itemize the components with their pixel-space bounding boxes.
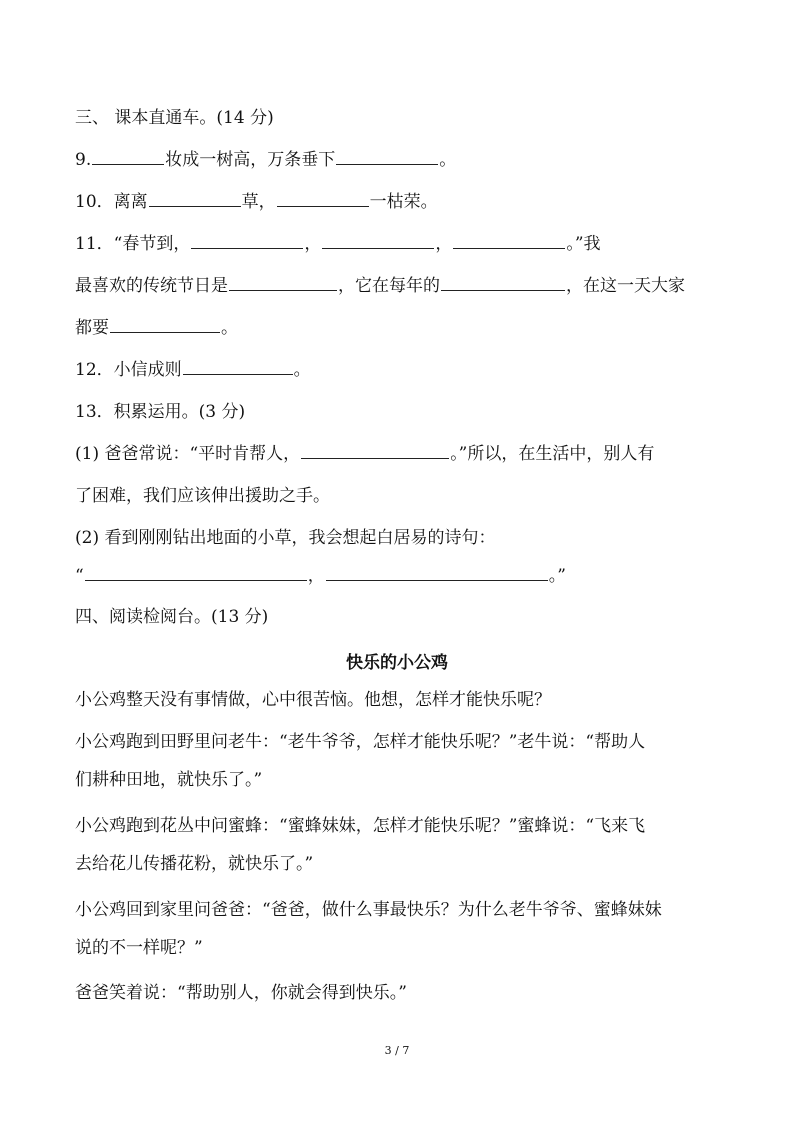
page-number: 3 / 7 <box>384 1044 410 1057</box>
q11-blank-5[interactable] <box>441 276 565 291</box>
q11-line3-end: 。 <box>221 318 238 338</box>
section-3-heading: 三、 课本直通车。(14 分) <box>75 108 274 128</box>
story-line: 小公鸡回到家里问爸爸：“爸爸，做什么事最快乐？为什么老牛爷爷、蜜蜂妹妹 <box>75 900 662 920</box>
question-12 <box>75 359 311 381</box>
story-line: 小公鸡整天没有事情做，心中很苦恼。他想，怎样才能快乐呢？ <box>75 690 551 710</box>
section-4-heading: 四、阅读检阅台。(13 分) <box>75 607 269 627</box>
story-line: 们耕种田地，就快乐了。” <box>75 770 263 790</box>
q12-end: 。 <box>293 360 311 380</box>
story-title: 快乐的小公鸡 <box>346 653 448 673</box>
q10-text-3: 一枯荣。 <box>369 192 438 212</box>
q10-blank-2[interactable] <box>277 192 369 207</box>
q10-blank-1[interactable] <box>149 192 241 207</box>
question-9 <box>75 149 456 171</box>
q11-blank-4[interactable] <box>229 276 337 291</box>
q13-p1-end: 。”所以，在生活中，别人有 <box>450 444 655 464</box>
question-13-part-2-answer <box>75 565 566 587</box>
question-10 <box>75 191 438 213</box>
question-11-line-2 <box>75 275 685 297</box>
q13-blank-2[interactable] <box>85 566 307 581</box>
q13-blank-3[interactable] <box>326 566 548 581</box>
q11-line2-end: ，在这一天大家 <box>566 276 685 296</box>
question-13-heading: 13．积累运用。(3 分) <box>75 402 246 422</box>
q13-p2-sep: ， <box>307 566 325 586</box>
q11-line3-start: 都要 <box>75 318 109 338</box>
story-line: 说的不一样呢？” <box>75 938 203 958</box>
q9-end: 。 <box>439 150 457 170</box>
q11-blank-2[interactable] <box>322 234 434 249</box>
q13-p1-start: (1) 爸爸常说：“平时肯帮人， <box>75 444 301 464</box>
question-13-part-1-line-2: 了困难，我们应该伸出援助之手。 <box>75 486 330 506</box>
q10-text-2: 草， <box>241 192 276 212</box>
q11-blank-1[interactable] <box>191 234 303 249</box>
q11-sep-2: ， <box>435 234 453 254</box>
q11-line2-start: 最喜欢的传统节日是 <box>75 276 228 296</box>
q13-p2-close: 。” <box>548 566 566 586</box>
q9-number: 9. <box>75 150 92 170</box>
story-line: 去给花儿传播花粉，就快乐了。” <box>75 854 314 874</box>
question-11-line-3 <box>75 317 238 339</box>
q12-blank[interactable] <box>183 360 293 375</box>
story-line: 爸爸笑着说：“帮助别人，你就会得到快乐。” <box>75 983 407 1003</box>
question-13-part-2: (2) 看到刚刚钻出地面的小草，我会想起白居易的诗句： <box>75 528 496 548</box>
q11-line2-mid: ，它在每年的 <box>338 276 440 296</box>
q9-blank-1[interactable] <box>92 150 164 165</box>
question-11-line-1 <box>75 233 601 255</box>
q9-text: 妆成一树高，万条垂下 <box>165 150 336 170</box>
q9-blank-2[interactable] <box>336 150 438 165</box>
q11-sep-1: ， <box>304 234 322 254</box>
q11-blank-6[interactable] <box>110 318 220 333</box>
story-line: 小公鸡跑到花丛中问蜜蜂：“蜜蜂妹妹，怎样才能快乐呢？”蜜蜂说：“飞来飞 <box>75 816 646 836</box>
q11-line1-end: 。”我 <box>566 234 601 254</box>
q13-blank-1[interactable] <box>301 444 449 459</box>
q11-start: 11．“春节到， <box>75 234 191 254</box>
q11-blank-3[interactable] <box>453 234 565 249</box>
question-13-part-1 <box>75 443 654 465</box>
q12-text: 12．小信成则 <box>75 360 182 380</box>
q13-p2-open: “ <box>75 566 84 586</box>
story-line: 小公鸡跑到田野里问老牛：“老牛爷爷，怎样才能快乐呢？”老牛说：“帮助人 <box>75 732 646 752</box>
q10-text-1: 10．离离 <box>75 192 148 212</box>
